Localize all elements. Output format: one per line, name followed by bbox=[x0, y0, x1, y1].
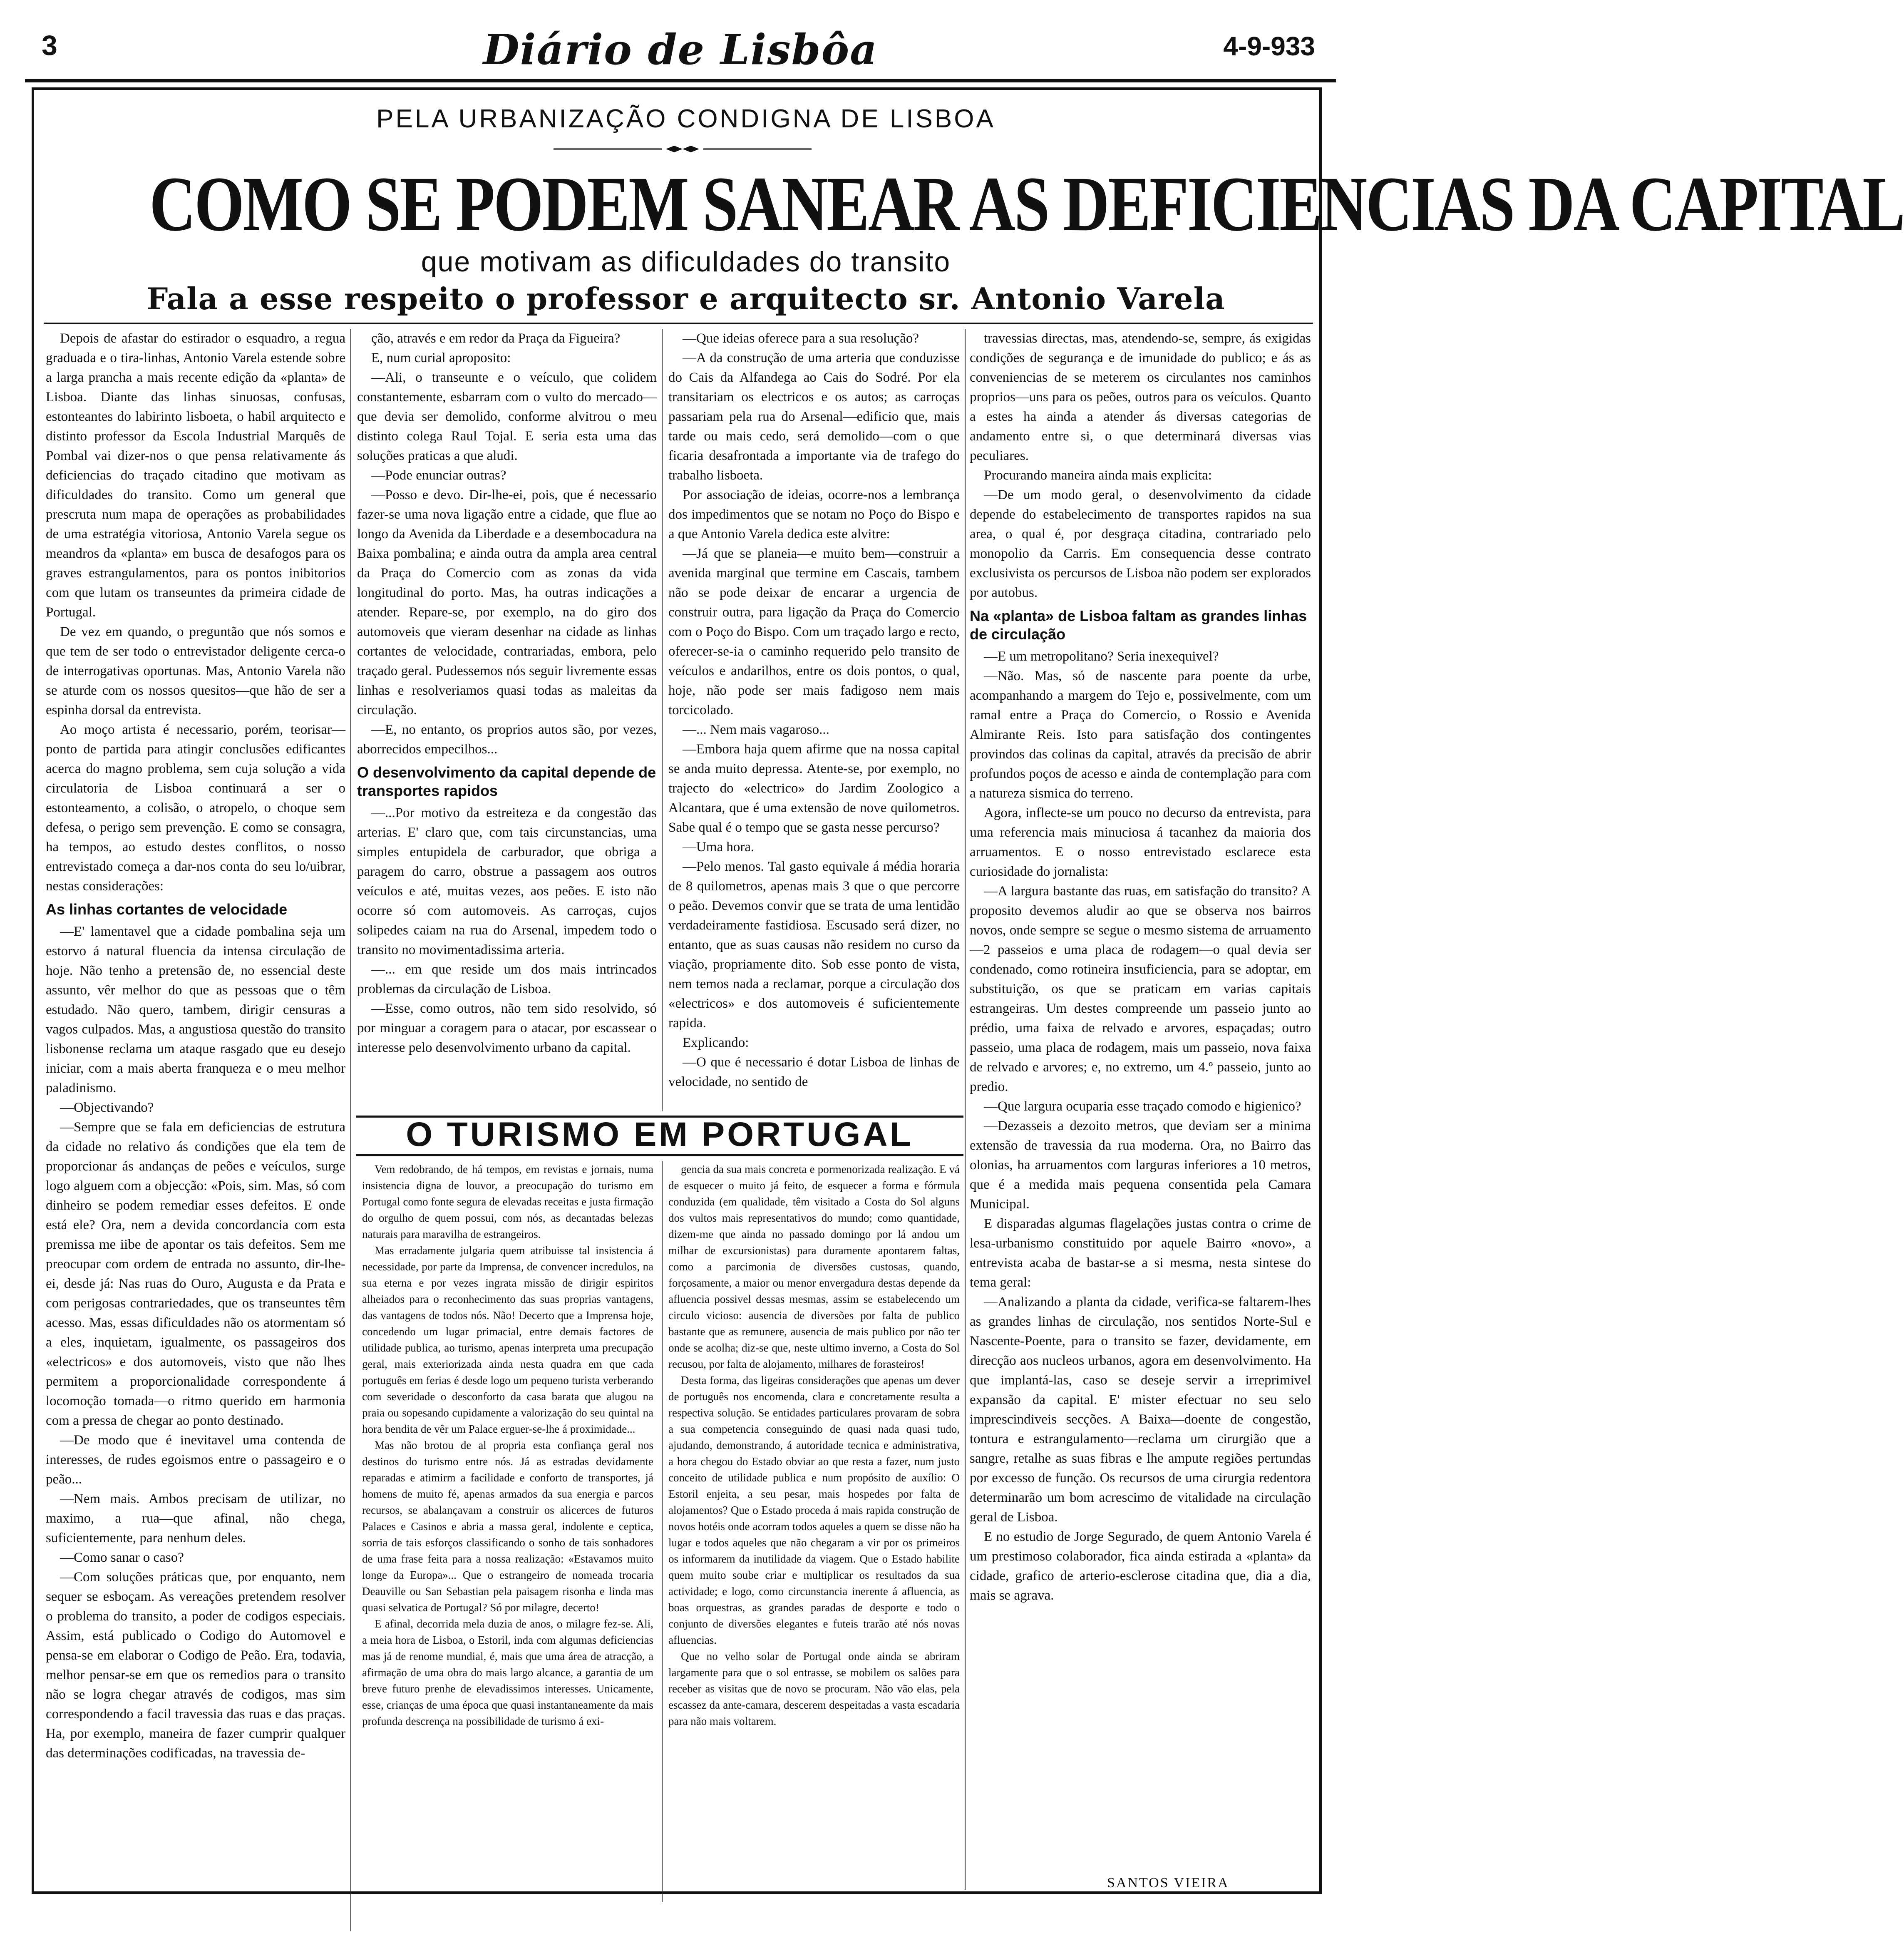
paragraph: Depois de afastar do estirador o esquadro, a regua graduada e o tira-linhas, Antonio Varela estende sobre a larga prancha a mais recente edição da «planta» de Lisboa. Diante das linhas sinuosas, confusas, estonteantes do labirinto lisboeta, o habil arquitecto e distinto professor da Escola Industrial Marquês de Pombal vai dizer-nos o que pensa relativamente ás deficiencias do traçado citadino que motivam as dificuldades do transito. Como um general que prescruta num mapa de operações as probabilidades de uma estratégia vitoriosa, Antonio Varela segue os meandros da «planta» em busca de desafogos para os graves estrangulamentos, para os pontos inibitorios com que lutam os transeuntes da primeira cidade de Portugal. bbox=[46, 331, 345, 620]
subheadline-byline: Fala a esse respeito o professor e arquitecto sr. Antonio Varela bbox=[146, 281, 1225, 316]
paragraph: —Dezasseis a dezoito metros, que deviam ser a minima extensão de travessia da rua moderna. Ora, no Bairro das olonias, ha arruamentos com larguras inferiores a 10 metros, que é a medida mais pequena consentida pela Camara Municipal. bbox=[970, 1118, 1311, 1212]
paragraph: —E, no entanto, os proprios autos são, por vezes, aborrecidos empecilhos... bbox=[357, 722, 657, 757]
col1b-paragraphs bbox=[46, 922, 345, 1763]
paragraph: Agora, inflecte-se um pouco no decurso da entrevista, para uma referencia mais minuciosa á tacanhez da maioria dos arruamentos. E o nosso entrevistado esclarece esta curiosidade do jornalista: bbox=[970, 805, 1311, 879]
paragraph: De vez em quando, o preguntão que nós somos e que tem de ser todo o entrevistador deligente cerca-o de interrogativas oportunas. Mas, Antonio Varela não se aturde com os nossos quesitos—que hão de ser a espinha dorsal da entrevista. bbox=[46, 624, 345, 718]
turismo-col2-paragraphs bbox=[668, 1161, 960, 1729]
column-4 bbox=[970, 329, 1311, 1890]
col1-paragraphs bbox=[46, 329, 345, 896]
paragraph: Vem redobrando, de há tempos, em revistas e jornais, numa insistencia digna de louvor, a preocupação do turismo em Portugal como fonte segura de elevadas receitas e justa firmação do orgulho de quem possui, com nós, as decantadas belezas naturais para maravilha de estrangeiros. bbox=[362, 1163, 653, 1240]
column-2 bbox=[357, 329, 657, 1111]
column-rule-1 bbox=[350, 329, 351, 1931]
paragraph: —E' lamentavel que a cidade pombalina seja um estorvo á natural fluencia da intensa circulação de hoje. Não tenho a pretensão de, no essencial deste assunto, vêr melhor do que as pessoas que o têm estudado. Não quero, tambem, dirigir censuras a vagos culpados. Mas, a angustiosa questão do transito lisbonense reclama um ataque rasgado que eu desejo iniciar, com a mais aberta franqueza e o meu melhor paladinismo. bbox=[46, 924, 345, 1096]
paragraph: E afinal, decorrida mela duzia de anos, o milagre fez-se. Ali, a meia hora de Lisboa, o Estoril, inda com algumas deficiencias mas já de renome mundial, é, mais que uma área de atracção, a afirmação de uma obra do mais largo alcance, a garantia de um breve futuro prenhe de elevadissimos interesses. Unicamente, esse, crianças de uma época que quasi instantaneamente da mais profunda descrença na possibilidade de turismo á exi- bbox=[362, 1618, 653, 1727]
paragraph: —Embora haja quem afirme que na nossa capital se anda muito depressa. Atente-se, por exemplo, no trajecto do «electrico» do Jardim Zoologico a Alcantara, que é uma extensão de nove quilometros. Sabe qual é o tempo que se gasta nesse percurso? bbox=[668, 742, 960, 835]
paragraph: —Esse, como outros, não tem sido resolvido, só por minguar a coragem para o atacar, por escassear o interesse pelo desenvolvimento urbano da capital. bbox=[357, 1001, 657, 1055]
subheadline: que motivam as dificuldades do transito bbox=[421, 246, 951, 278]
page-number: 3 bbox=[42, 30, 57, 61]
paragraph: Que no velho solar de Portugal onde ainda se abriram largamente para que o sol entrasse, se mobilem os salões para receber as visitas que de novo se procuram. Não vão elas, pela escassez da ante-camara, descerem despeitadas a vasta escadaria para não mais voltarem. bbox=[668, 1650, 960, 1727]
column-3 bbox=[668, 329, 960, 1111]
article-kicker: PELA URBANIZAÇÃO CONDIGNA DE LISBOA bbox=[376, 104, 995, 133]
masthead-rule bbox=[25, 79, 1336, 82]
headline-rule bbox=[44, 323, 1313, 324]
column-rule-2 bbox=[662, 329, 663, 1111]
paragraph: Mas não brotou de al propria esta confiança geral nos destinos do turismo entre nós. Já as estradas devidamente reparadas e atimirm a facilidade e conforto de transportes, já homens de muito fé, apenas armados da sua energia e parcos recursos, se abalançavam a construir os alicerces de futuros Palaces e Casinos e abria a massa geral, indolente e ceptica, sorria de tais esforços classificando o sonho de tais sonhadores de uma frase feita para a nossa realização: «Estavamos muito longe da Europa»... Que o estrangeiro de nomeada trocaria Deauville ou San Sebastian pela paisagem risonha e linda mas quasi selvatica de Portugal? Só por milagre, decerto! bbox=[362, 1439, 653, 1614]
paragraph: —Ali, o transeunte e o veículo, que colidem constantemente, esbarram com o vulto do mercado—que devia ser demolido, conforme alvitrou o meu distinto colega Raul Tojal. E seria esta uma das soluções praticas a que aludi. bbox=[357, 370, 657, 463]
paragraph: Desta forma, das ligeiras considerações que apenas um dever de português nos encomenda, clara e concretamente resulta a respectiva solução. Se entidades particulares provaram de sobra a sua competencia conseguindo de quasi nada quasi tudo, ajudando, demonstrando, á autoridade tecnica e administrativa, a hora chegou do Estado obviar ao que resta a fazer, num justo conceito de utilidade publica e num propósito de auxílio: O Estoril enjeita, a seu pesar, mais hospedes por falta de alojamentos? Que o Estado proceda á mais rapida construção de novos hotéis onde acorram todos aqueles a quem se disse não ha lugar e todos aqueles que não chegaram a vir por os primeiros os informarem da inutilidade da viagem. Que o Estado habilite quem muito soube criar e multiplicar os resultados da sua actividade; e logo, como circunstancia inerente á afluencia, as boas orquestras, as grandes paradas de desporte e todo o conjunto de diversões elegantes e futeis trarão até nós novas afluencias. bbox=[668, 1374, 960, 1646]
turismo-column-1 bbox=[362, 1161, 653, 1902]
column-rule-3 bbox=[965, 329, 966, 1890]
col2b-paragraphs bbox=[357, 803, 657, 1058]
paragraph: —Como sanar o caso? bbox=[60, 1550, 184, 1565]
author-signature: SANTOS VIEIRA bbox=[1107, 1875, 1229, 1891]
paragraph: —Sempre que se fala em deficiencias de estrutura da cidade no relativo ás condições que ela tem de proporcionar ás andanças de peões e veículos, surge logo alguem com a objecção: «Pois, sim. Mas, só com dinheiro se podem remediar esses defeitos. E onde está ele? Ora, nem a devida concordancia com esta premissa me iibe de apontar os tais defeitos. Sem me preocupar com ordem de entrada no assunto, dir-lhe-ei, desde já: Nas ruas do Ouro, Augusta e da Prata e com perigosas contrariedades, que os transeuntes têm acesso. Mas, essas dificuldades não os atormentam só a eles, inquietam, igualmente, os passageiros dos «electricos» e dos automoveis, visto que não lhes permitem a proporcionalidade correspondente á locomoção tomada—o ritmo querido em harmonia com a pressa de chegar ao ponto destinado. bbox=[46, 1120, 345, 1428]
paragraph: Por associação de ideias, ocorre-nos a lembrança dos impedimentos que se notam no Poço do Bispo e a que Antonio Varela dedica este alvitre: bbox=[668, 487, 960, 542]
masthead bbox=[33, 25, 1328, 79]
paragraph: —De modo que é inevitavel uma contenda de interesses, de rudes egoismos entre o passageiro e o peão... bbox=[46, 1433, 345, 1487]
col4b-paragraphs bbox=[970, 647, 1311, 1605]
headline-container bbox=[33, 160, 1904, 247]
paragraph: Procurando maneira ainda mais explicita: bbox=[984, 468, 1212, 483]
headline: COMO SE PODEM SANEAR AS DEFICIENCIAS DA CAPITAL bbox=[149, 160, 1904, 247]
paragraph: —De um modo geral, o desenvolvimento da cidade depende do estabelecimento de transportes rapidos na sua area, o qual é, por desgraça citadina, contrariado pelo monopolio da Carris. Em consequencia desse contrato exclusivista os percursos de Lisboa não podem ser explorados por autobus. bbox=[970, 487, 1311, 600]
turismo-column-rule bbox=[662, 1161, 663, 1902]
issue-date: 4-9-933 bbox=[1223, 31, 1315, 61]
paragraph: —Uma hora. bbox=[683, 840, 755, 855]
paragraph: E disparadas algumas flagelações justas contra o crime de lesa-urbanismo constituido por aquele Bairro «novo», a entrevista acaba de bastar-se a si mesma, nesta sintese do tema geral: bbox=[970, 1216, 1311, 1290]
paragraph: Mas erradamente julgaria quem atribuisse tal insistencia á necessidade, por parte da Imprensa, de convencer incredulos, na sua eterna e por vezes ingrata missão de dirigir espiritos alheiados para o reconhecimento das suas proprias vantagens, das vantagens de todos nós. Não! Decerto que a Imprensa hoje, concedendo um lugar primacial, entre demais factores de utilidade publica, ao turismo, apenas interpreta uma precupação geral, mais exteriorizada ainda nesta quadra em que cada português em ferias é desde logo um pequeno turista verberando com severidade o desconforto da casa barata que alugou na praia ou sopesando cupidamente a valorização do seu quintal na hora bendita de vêr um Palace erguer-se-lhe á proximidade... bbox=[362, 1244, 653, 1435]
col4-paragraphs bbox=[970, 329, 1311, 603]
paper-name: Diário de Lisbôa bbox=[483, 25, 878, 74]
paragraph: —...Por motivo da estreiteza e da congestão das arterias. E' claro que, com tais circunstancias, uma simples entupidela de carburador, que obriga a paragem do carro, obstrue a passagem aos outros veículos e até, muitas vezes, aos peões. E isto não ocorre só com automoveis. As carroças, cujos solipedes caiam na rua do Arsenal, impedem todo o transito no movimentadissima arteria. bbox=[357, 805, 657, 957]
col3-paragraphs bbox=[668, 329, 960, 1092]
column-1 bbox=[46, 329, 345, 1931]
section-title-desenvolvimento: O desenvolvimento da capital depende de transportes rapidos bbox=[357, 764, 656, 799]
section-title-linhas-cortantes: As linhas cortantes de velocidade bbox=[46, 901, 288, 918]
paragraph: —... em que reside um dos mais intrincados problemas da circulação de Lisboa. bbox=[357, 962, 657, 996]
section-title-planta: Na «planta» de Lisboa faltam as grandes linhas de circulação bbox=[970, 607, 1307, 643]
paragraph: gencia da sua mais concreta e pormenorizada realização. E vá de esquecer o muito já feito, de esquecer a forma e fórmula conduzida (em qualidade, têm visitado a Costa do Sol alguns dos vultos mais representativos do mundo; como quantidade, dizem-me que ainda no passado domingo por lá andou um milhar de excursionistas) para duramente apontarem faltas, como a parcimonia de diversões custosas, quando, forçosamente, a maior ou menor envergadura destas depende da afluencia possivel dessas mesmas, assim se estabelecendo um circulo vicioso: ausencia de diversões por falta de publico bastante que as remunere, ausencia de mais publico por não ter onde se acolha; diz-se que, neste ultimo inverno, a Costa do Sol recusou, por falta de alojamento, milhares de forasteiros! bbox=[668, 1163, 960, 1370]
paragraph: —O que é necessario é dotar Lisboa de linhas de velocidade, no sentido de bbox=[668, 1055, 960, 1089]
paragraph: —A largura bastante das ruas, em satisfação do transito? A proposito devemos aludir ao que se observa nos bairros novos, onde sempre se segue o mesmo sistema de arruamento—2 passeios e uma placa de rodagem—o qual devia ser condenado, como rotineira insuficiencia, para se adoptar, em substituição, os que se praticam em varias capitais estrangeiras. Um destes compreende um passeio junto ao prédio, uma faixa de relvado e arvores, espaçadas; outro passeio, uma placa de rodagem, mais um passeio, nova faixa de relvado e arvores; e, no extremo, um 4.º passeio, junto ao predio. bbox=[970, 884, 1311, 1094]
paragraph: —Nem mais. Ambos precisam de utilizar, no maximo, a rua—que afinal, não chega, suficientemente, para nenhum deles. bbox=[46, 1491, 345, 1545]
paragraph: Ao moço artista é necessario, porém, teorisar—ponto de partida para atingir conclusões edificantes acerca do magno problema, sem cuja solução a vida circulatoria de Lisboa continuará a ser o estonteamento, a colisão, o atropelo, o choque sem defesa, o perigo sem prevenção. E como se consagra, ha tempos, ao estudo destes conflitos, o nosso entrevistado começa a dar-nos conta do seu lo/uibrar, nestas considerações: bbox=[46, 722, 345, 894]
paragraph: —Já que se planeia—e muito bem—construir a avenida marginal que termine em Cascais, tambem não se pode deixar de encarar a urgencia de construir outra, para ligação da Praça do Comercio com o Poço do Bispo. Com um traçado largo e recto, oferecer-se-ia o caminho requerido pelo transito de veículos e andarilhos, entre os dois pontos, o qual, hoje, não pode ser mais fadigoso nem mais torcicolado. bbox=[668, 546, 960, 718]
turismo-column-2 bbox=[668, 1161, 960, 1902]
paragraph: —E um metropolitano? Seria inexequivel? bbox=[984, 649, 1219, 664]
paragraph: —Objectivando? bbox=[60, 1100, 154, 1115]
paragraph: E no estudio de Jorge Segurado, de quem Antonio Varela é um prestimoso colaborador, fica ainda estirada a «planta» da cidade, grafico de arterio-esclerose citadina que, dia a dia, mais se agrava. bbox=[970, 1529, 1311, 1603]
paragraph: —Analizando a planta da cidade, verifica-se faltarem-lhes as grandes linhas de circulação, nos sentidos Norte-Sul e Nascente-Poente, para o transito se fazer, devidamente, em direcção aos nucleos urbanos, agora em desenvolvimento. Ha que implantá-las, caso se deseje servir a irreprimivel expansão da capital. E' mister efectuar no seu selo imprescindiveis secções. A Baixa—doente de congestão, tontura e estrangulamento—reclama um cirurgião que a sangre, retalhe as suas fibras e lhe ampute regiões pertundas por excesso de função. Os recursos de uma cirurgia redentora determinarão um bom acrescimo de vitalidade na circulação geral de Lisboa. bbox=[970, 1295, 1311, 1525]
ornament-divider bbox=[554, 145, 812, 153]
paragraph: ção, através e em redor da Praça da Figueira? bbox=[371, 331, 621, 346]
paragraph: —Não. Mas, só de nascente para poente da urbe, acompanhando a margem do Tejo e, possivelmente, com um ramal entre a Praça do Comercio, o Rossio e Avenida Almirante Reis. Isto para satisfação dos contingentes provindos das colinas da capital, através da precisão de abrir profundos poços de acesso e ainda de contemplação para com a natureza sismica do terreno. bbox=[970, 668, 1311, 801]
turismo-col1-paragraphs bbox=[362, 1161, 653, 1729]
paragraph: —Que largura ocuparia esse traçado comodo e higienico? bbox=[984, 1099, 1301, 1114]
paragraph: Explicando: bbox=[683, 1035, 749, 1050]
turismo-title: O TURISMO EM PORTUGAL bbox=[406, 1116, 914, 1153]
paragraph: —Com soluções práticas que, por enquanto, nem sequer se esboçam. As vereações pretendem resolver o problema do transito, a poder de codigos especiais. Assim, está publicado o Codigo do Automovel e pensa-se em elaborar o Codigo de Peão. Era, todavia, melhor pensar-se em que os remedios para o transito não se logra chegar através de codigos, mas sim correspondendo a facil travessia das ruas e das praças. Ha, por exemplo, maneira de fazer cumprir qualquer das determinações codificadas, na travessia de- bbox=[46, 1570, 345, 1761]
paragraph: E, num curial aproposito: bbox=[371, 350, 511, 365]
paragraph: —Que ideias oferece para a sua resolução? bbox=[683, 331, 919, 346]
paragraph: —A da construção de uma arteria que conduzisse do Cais da Alfandega ao Cais do Sodré. Por ela transitariam os electricos e os autos; as carroças passariam pela rua do Arsenal—edificio que, mais tarde ou mais cedo, será demolido—com o que ficaria desafrontada a importante via de trafego do trabalho lisboeta. bbox=[668, 350, 960, 483]
paragraph: —... Nem mais vagaroso... bbox=[683, 722, 829, 737]
paragraph: —Pode enunciar outras? bbox=[371, 468, 506, 483]
paragraph: —Posso e devo. Dir-lhe-ei, pois, que é necessario fazer-se uma nova ligação entre a cidade, que flue ao longo da Avenida da Liberdade e a desembocadura na Baixa pombalina; e ainda outra da ampla area central da Praça do Comercio com as zonas da vida longitudinal do porto. Mas, ha outras indicações a atender. Repare-se, por exemplo, na do giro dos automoveis que vieram desenhar na cidade as linhas cortantes de velocidade, contrariadas, embora, pelo traçado geral. Pudessemos nós seguir livremente essas linhas e resolveriamos quasi todas as maleitas da circulação. bbox=[357, 487, 657, 718]
paragraph: —Pelo menos. Tal gasto equivale á média horaria de 8 quilometros, apenas mais 3 que o que percorre o peão. Devemos convir que se trata de uma lentidão verdadeiramente fastidiosa. Escusado será dizer, no entanto, que as suas causas não residem no curso da viação, propriamente dito. Sob esse ponto de vista, nem temos nada a reclamar, porque a circulação dos «electricos» e dos automoveis é suficientemente rapida. bbox=[668, 859, 960, 1031]
paragraph: travessias directas, mas, atendendo-se, sempre, ás exigidas condições de segurança e de imunidade do publico; e ás as conveniencias de se meterem os circulantes nos caminhos proprios—uns para os peões, outros para os veículos. Quanto a estes ha ainda a atender ás diversas categorias de andamento entre si, o que determinará diversas vias peculiares. bbox=[970, 331, 1311, 463]
col2-paragraphs bbox=[357, 329, 657, 759]
